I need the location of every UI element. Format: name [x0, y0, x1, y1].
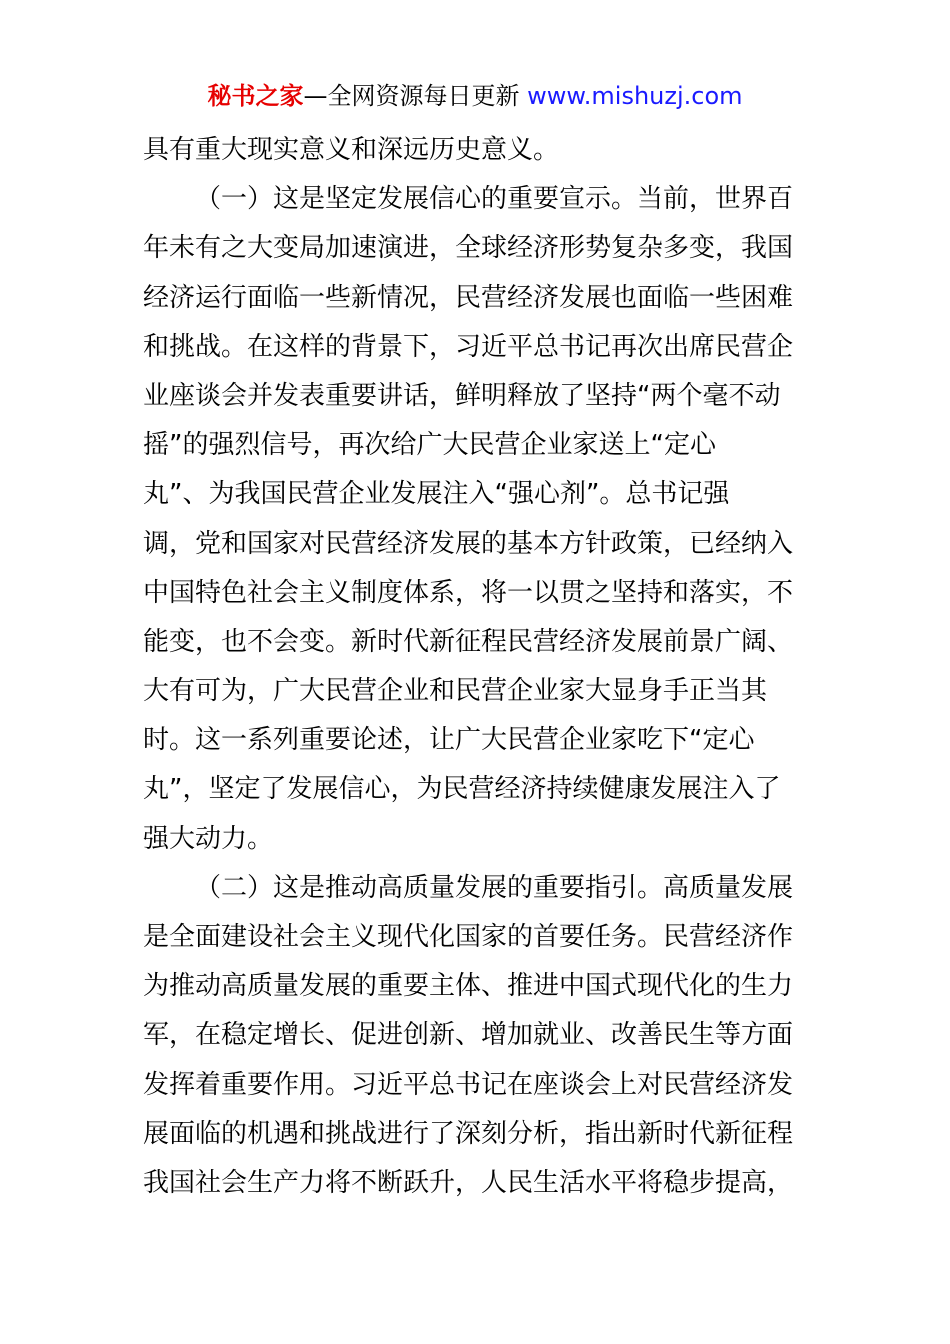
paragraph-start-line: （一）这是坚定发展信心的重要宣示。当前，世界百	[195, 184, 794, 215]
text-line: 年未有之大变局加速演进，全球经济形势复杂多变，我国	[143, 233, 794, 264]
text-line: 是全面建设社会主义现代化国家的首要任务。民营经济作	[143, 922, 794, 952]
text-line: 发挥着重要作用。习近平总书记在座谈会上对民营经济发	[143, 1069, 794, 1100]
header-tagline: —全网资源每日更新	[303, 82, 528, 110]
text-line: 为推动高质量发展的重要主体、推进中国式现代化的生力	[143, 971, 794, 1002]
text-line: 展面临的机遇和挑战进行了深刻分析，指出新时代新征程	[143, 1118, 794, 1149]
text-line: 和挑战。在这样的背景下，习近平总书记再次出席民营企	[143, 331, 794, 362]
text-line: 业座谈会并发表重要讲话，鲜明释放了坚持“两个毫不动	[143, 380, 781, 411]
site-header	[0, 78, 950, 114]
text-line: 摇”的强烈信号，再次给广大民营企业家送上“定心	[143, 430, 716, 461]
text-line: 丸”、为我国民营企业发展注入“强心剂”。总书记强	[143, 479, 730, 510]
text-line: 丸”，坚定了发展信心，为民营经济持续健康发展注入了	[143, 774, 781, 805]
paragraph-start-line: （二）这是推动高质量发展的重要指引。高质量发展	[195, 872, 794, 903]
site-url-link[interactable]: www.mishuzj.com	[527, 82, 743, 110]
text-line: 具有重大现实意义和深远历史意义。	[143, 135, 560, 165]
document-body	[143, 126, 813, 1208]
text-line: 军，在稳定增长、促进创新、增加就业、改善民生等方面	[143, 1020, 794, 1051]
text-line: 时。这一系列重要论述，让广大民营企业家吃下“定心	[143, 725, 755, 756]
text-line: 能变，也不会变。新时代新征程民营经济发展前景广阔、	[143, 626, 794, 657]
text-line: 我国社会生产力将不断跃升，人民生活水平将稳步提高，	[143, 1167, 794, 1198]
text-line: 大有可为，广大民营企业和民营企业家大显身手正当其	[143, 676, 768, 707]
text-line: 强大动力。	[143, 823, 274, 854]
text-line: 中国特色社会主义制度体系，将一以贯之坚持和落实，不	[143, 577, 794, 608]
text-line: 经济运行面临一些新情况，民营经济发展也面临一些困难	[143, 282, 794, 313]
brand-name: 秘书之家	[207, 82, 304, 110]
text-line: 调，党和国家对民营经济发展的基本方针政策，已经纳入	[143, 528, 794, 559]
